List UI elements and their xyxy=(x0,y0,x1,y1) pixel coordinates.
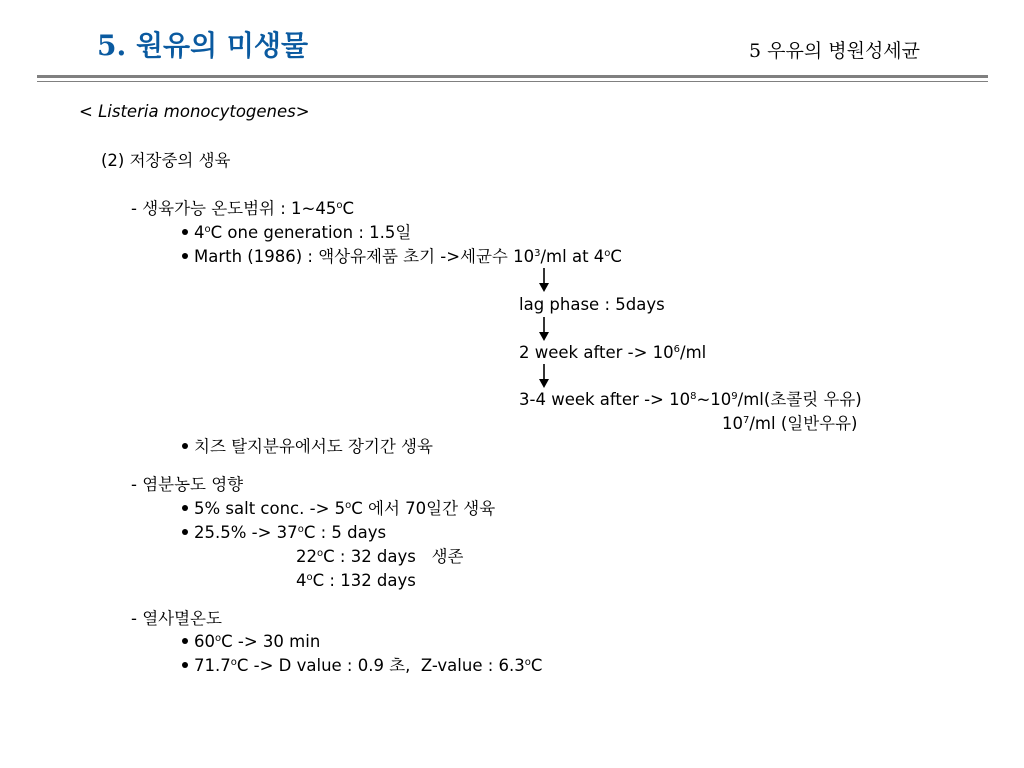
page-title: 5. 원유의 미생물 xyxy=(97,29,309,62)
organism-name: Listeria monocytogenes xyxy=(98,102,296,121)
cheese-line: 치즈 탈지분유에서도 장기간 생육 xyxy=(182,437,433,457)
salt-line-3: 22$^o$C : 32 days 생존 xyxy=(296,547,464,566)
salt-line-4: 4$^o$C : 132 days xyxy=(296,571,416,590)
bullet-icon xyxy=(182,638,188,644)
bullet-icon xyxy=(182,505,188,511)
two-week-line: 2 week after -> $10^6/ml$ xyxy=(519,343,707,362)
normal-milk-line: $10^7/ml$ (일반우유) xyxy=(722,414,858,433)
heat-heading: - 열사멸온도 xyxy=(131,609,222,628)
header-divider-thick xyxy=(37,75,988,78)
salt-heading: - 염분농도 영향 xyxy=(131,475,244,494)
salt-line-1: 5% salt conc. -> $5^oC$ 에서 70일간 생육 xyxy=(182,499,495,519)
heat-line-1: 60$^o$C -> 30 min xyxy=(182,632,320,652)
page-subtitle: 5 우유의 병원성세균 xyxy=(749,40,920,62)
marth-line: Marth (1986) : 액상유제품 초기 ->세균수 $10^3/ml$ at 4$^o$C xyxy=(182,247,622,267)
header-divider-thin xyxy=(37,81,988,82)
bullet-icon xyxy=(182,229,188,235)
three-four-week-line: 3-4 week after -> $10^8\sim 10^9/ml$(초콜릿 우유) xyxy=(519,390,862,409)
section-heading: (2) 저장중의 생육 xyxy=(101,151,231,170)
heat-line-2: 71.7$^o$C -> D value : 0.9 초, Z-value : 6.3$^o$C xyxy=(182,656,542,676)
down-arrow-icon xyxy=(537,317,551,341)
down-arrow-icon xyxy=(537,268,551,292)
lag-phase-line: lag phase : 5days xyxy=(519,295,665,314)
down-arrow-icon xyxy=(537,364,551,388)
generation-line: 4$^o$C one generation : 1.5일 xyxy=(182,223,411,243)
organism-heading: < Listeria monocytogenes> xyxy=(79,102,310,121)
growth-range-line: - 생육가능 온도범위 : 1~45$^o$C xyxy=(131,199,354,218)
bullet-icon xyxy=(182,253,188,259)
bullet-icon xyxy=(182,662,188,668)
bullet-icon xyxy=(182,529,188,535)
bullet-icon xyxy=(182,443,188,449)
salt-line-2: $25.5\% -> 37^oC$ : 5 days xyxy=(182,523,386,543)
